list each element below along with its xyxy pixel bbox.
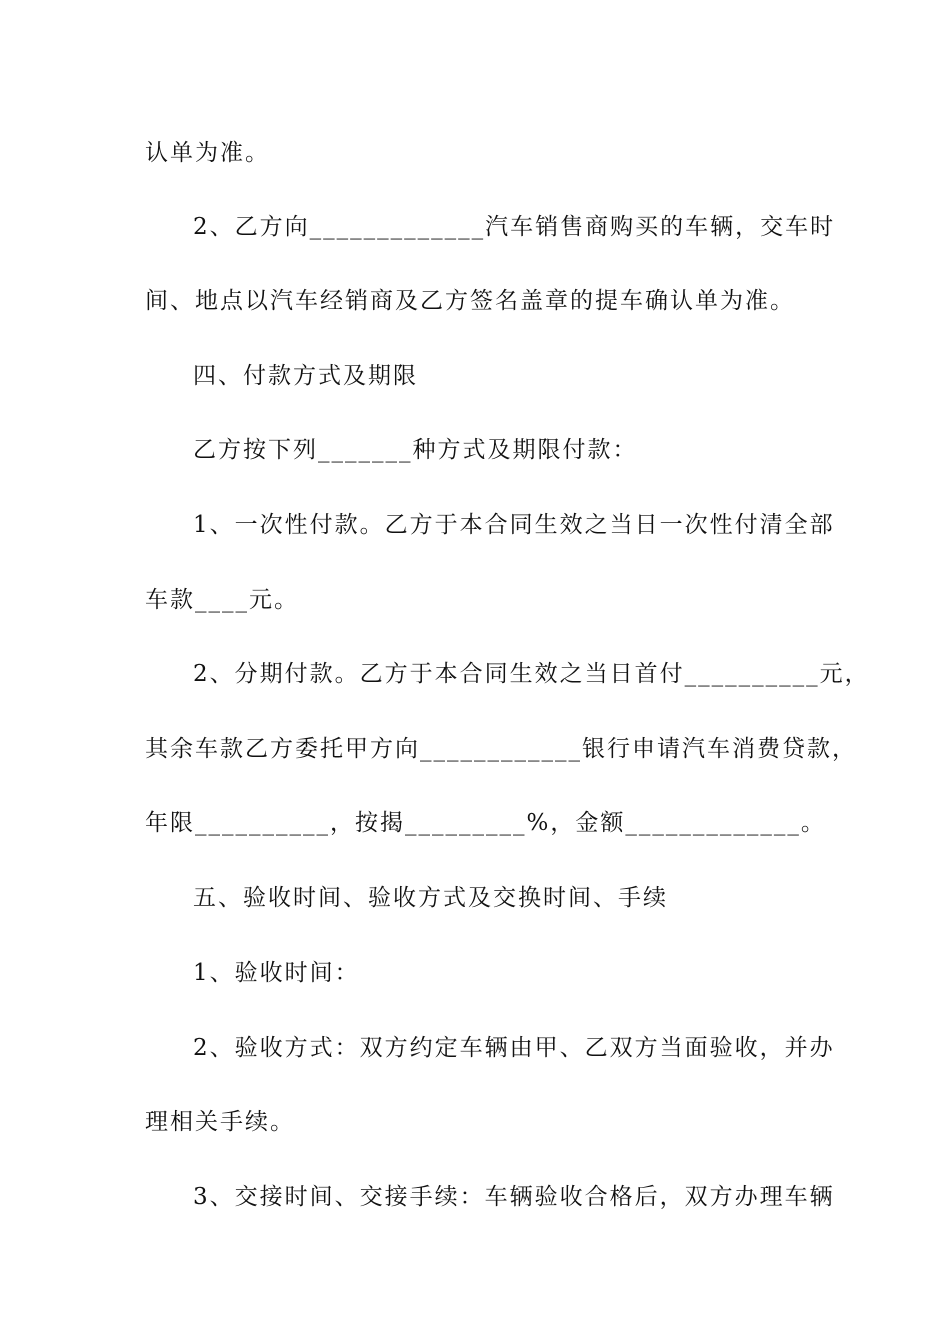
paragraph-line: 理相关手续。 (145, 1109, 295, 1135)
paragraph-line: 认单为准。 (145, 140, 270, 166)
paragraph-line: 2、乙方向_____________汽车销售商购买的车辆，交车时 (193, 214, 836, 240)
paragraph-line: 间、地点以汽车经销商及乙方签名盖章的提车确认单为准。 (145, 288, 795, 314)
paragraph-line: 其余车款乙方委托甲方向____________银行申请汽车消费贷款， (145, 736, 857, 762)
paragraph-line: 乙方按下列_______种方式及期限付款： (193, 437, 638, 463)
paragraph-line: 1、一次性付款。乙方于本合同生效之当日一次性付清全部 (193, 512, 835, 538)
paragraph-line: 3、交接时间、交接手续：车辆验收合格后，双方办理车辆 (193, 1184, 835, 1210)
paragraph-line: 2、分期付款。乙方于本合同生效之当日首付__________元， (193, 661, 870, 687)
paragraph-line: 2、验收方式：双方约定车辆由甲、乙双方当面验收，并办 (193, 1035, 835, 1061)
paragraph-line: 1、验收时间： (193, 960, 360, 986)
paragraph-line: 车款____元。 (145, 587, 299, 613)
section-heading: 四、付款方式及期限 (193, 363, 418, 389)
section-heading: 五、验收时间、验收方式及交换时间、手续 (193, 885, 668, 911)
paragraph-line: 年限__________，按揭_________%，金额_____________。 (145, 810, 826, 836)
